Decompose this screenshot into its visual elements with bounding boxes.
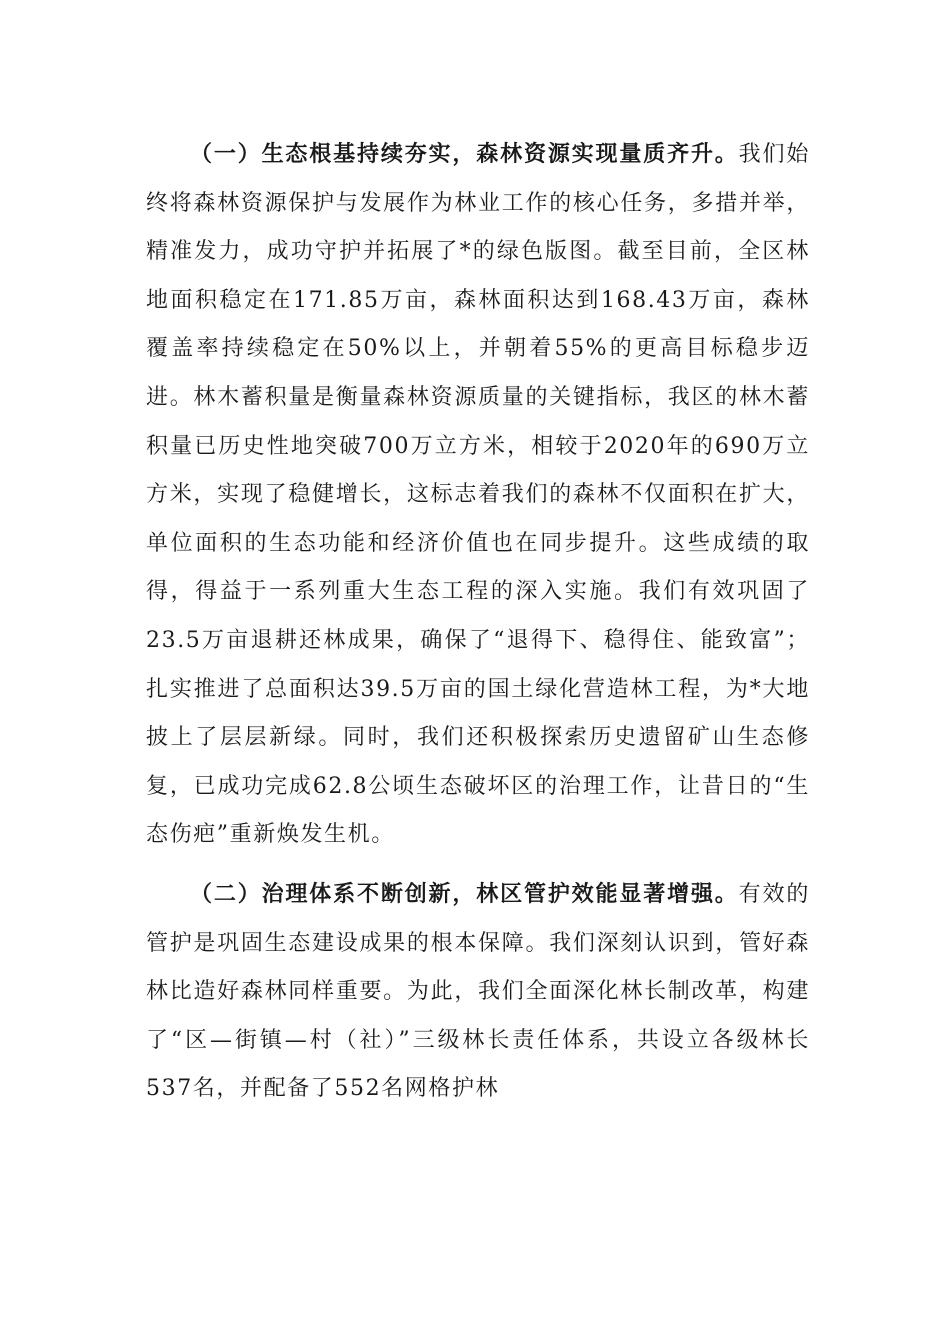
paragraph-governance-system <box>146 870 810 1114</box>
paragraph-heading: （一）生态根基持续夯实，森林资源实现量质齐升。 <box>190 141 739 167</box>
paragraph-text: 我们始终将森林资源保护与发展作为林业工作的核心任务，多措并举，精准发力，成功守护并拓展了*的绿色版图。截至目前，全区林地面积稳定在171.85万亩，森林面积达到168.43万亩，森林覆盖率持续稳定在50%以上，并朝着55%的更高目标稳步迈进。林木蓄积量是衡量森林资源质量的关键指标，我区的林木蓄积量已历史性地突破700万立方米，相较于2020年的690万立方米，实现了稳健增长，这标志着我们的森林不仅面积在扩大，单位面积的生态功能和经济价值也在同步提升。这些成绩的取得，得益于一系列重大生态工程的深入实施。我们有效巩固了23.5万亩退耕还林成果，确保了“退得下、稳得住、能致富”；扎实推进了总面积达39.5万亩的国土绿化营造林工程，为*大地披上了层层新绿。同时，我们还积极探索历史遗留矿山生态修复，已成功完成62.8公顷生态破坏区的治理工作，让昔日的“生态伤疤”重新焕发生机。 <box>146 142 810 848</box>
paragraph-heading: （二）治理体系不断创新，林区管护效能显著增强。 <box>190 880 739 907</box>
document-body <box>146 130 810 1114</box>
paragraph-forest-resources <box>146 130 810 860</box>
paragraph-text: 有效的管护是巩固生态建设成果的根本保障。我们深刻认识到，管好森林比造好森林同样重要。为此，我们全面深化林长制改革，构建了“区—街镇—村（社）”三级林长责任体系，共设立各级林长537名，并配备了552名网格护林 <box>146 881 810 1102</box>
